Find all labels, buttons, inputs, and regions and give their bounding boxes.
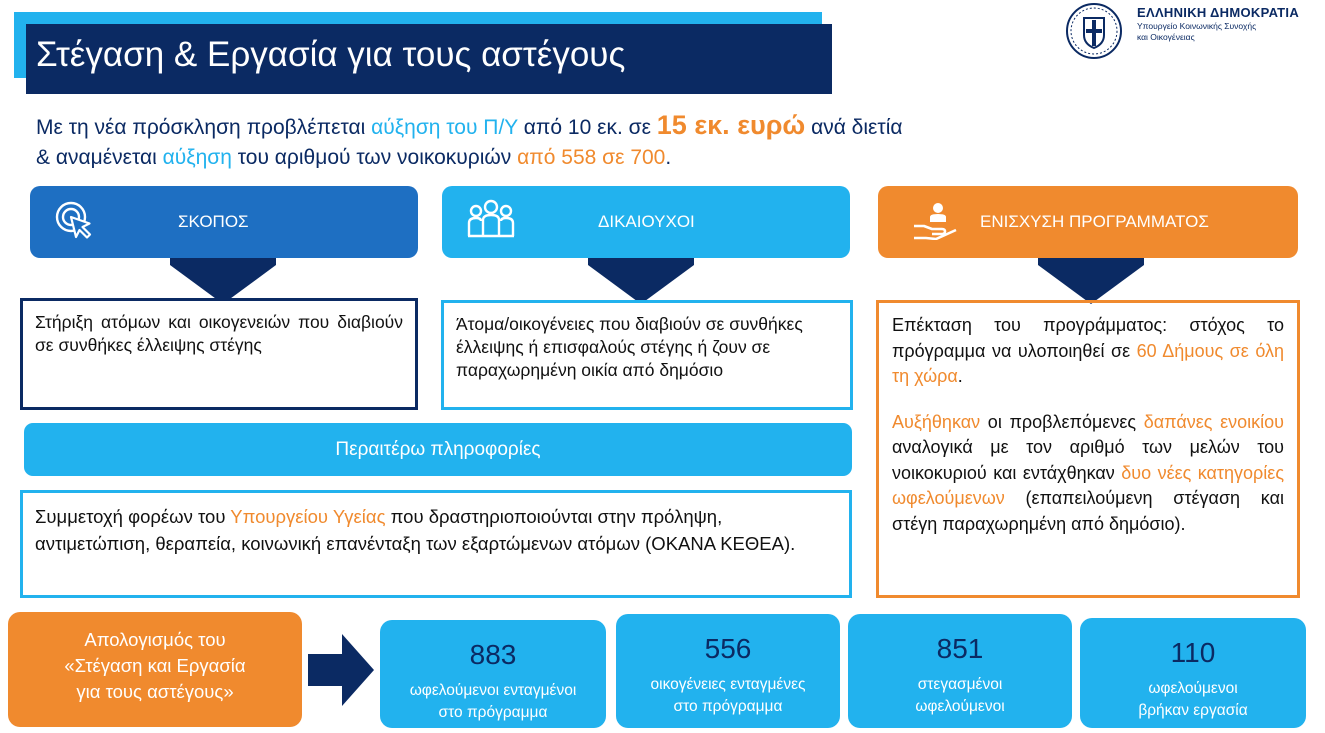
skopos-text: Στήριξη ατόμων και οικογενειών που διαβιούν σε συνθήκες έλλειψης στέγης bbox=[20, 298, 418, 410]
summary-label: Απολογισμός του «Στέγαση και Εργασία για τους αστέγους» bbox=[8, 612, 302, 727]
group-icon bbox=[466, 198, 516, 238]
skopos-title: ΣΚΟΠΟΣ bbox=[178, 212, 249, 231]
enisxysi-text bbox=[876, 300, 1300, 598]
dikaiouxoi-text: Άτομα/οικογένειες που διαβιούν σε συνθήκες έλλειψης ή επισφαλούς στέγης ή ζουν σε παραχωρημένη οικία από δημόσιο bbox=[441, 300, 853, 410]
stat-card: 883 ωφελούμενοι ενταγμένοι στο πρόγραμμα bbox=[380, 620, 606, 728]
page-title: Στέγαση & Εργασία για τους αστέγους bbox=[26, 24, 832, 94]
logo-country: ΕΛΛΗΝΙΚΗ ΔΗΜΟΚΡΑΤΙΑ bbox=[1137, 5, 1300, 20]
greek-emblem-icon bbox=[1063, 2, 1125, 60]
intro-line-2: & αναμένεται αύξηση του αριθμού των νοικοκυριών από 558 σε 700. bbox=[36, 146, 672, 169]
skopos-header bbox=[30, 186, 418, 258]
ministry-logo bbox=[1057, 0, 1325, 70]
enisxysi-title: ΕΝΙΣΧΥΣΗ ΠΡΟΓΡΑΜΜΑΤΟΣ bbox=[980, 212, 1209, 231]
more-info-text: Συμμετοχή φορέων του Υπουργείου Υγείας που δραστηριοποιούνται στην πρόληψη, αντιμετώπιση, θεραπεία, κοινωνική επανένταξη των εξαρτώμενων ατόμων (ΟΚΑΝΑ ΚΕΘΕΑ). bbox=[20, 490, 852, 598]
stat-card: 851 στεγασμένοι ωφελούμενοι bbox=[848, 614, 1072, 728]
dikaiouxoi-title: ΔΙΚΑΙΟΥΧΟΙ bbox=[598, 212, 695, 231]
enisxysi-paragraph-2: Αυξήθηκαν οι προβλεπόμενες δαπάνες ενοικίου αναλογικά με τον αριθμό των μελών του νοικοκυριού και εντάχθηκαν δυο νέες κατηγορίες ωφελούμενων (επαπειλούμενη στέγαση και στέγη παραχωρημένη από δημόσιο). bbox=[892, 411, 1284, 534]
more-info-header: Περαιτέρω πληροφορίες bbox=[24, 423, 852, 476]
hand-support-icon bbox=[912, 200, 958, 240]
stat-card: 556 οικογένειες ενταγμένες στο πρόγραμμα bbox=[616, 614, 840, 728]
stat-card: 110 ωφελούμενοι βρήκαν εργασία bbox=[1080, 618, 1306, 728]
target-cursor-icon bbox=[54, 200, 94, 240]
arrow-right-icon bbox=[308, 634, 374, 706]
intro-line-1: Με τη νέα πρόσκληση προβλέπεται αύξηση του Π/Υ από 10 εκ. σε 15 εκ. ευρώ ανά διετία bbox=[36, 110, 903, 140]
enisxysi-header bbox=[878, 186, 1298, 258]
chevron-down-icon bbox=[1038, 258, 1144, 304]
logo-ministry: Υπουργείο Κοινωνικής Συνοχής και Οικογένειας bbox=[1137, 21, 1257, 42]
enisxysi-paragraph-1: Επέκταση του προγράμματος: στόχος το πρόγραμμα να υλοποιηθεί σε 60 Δήμους σε όλη τη χώρα. bbox=[892, 315, 1285, 386]
dikaiouxoi-header bbox=[442, 186, 850, 258]
chevron-down-icon bbox=[588, 258, 694, 304]
